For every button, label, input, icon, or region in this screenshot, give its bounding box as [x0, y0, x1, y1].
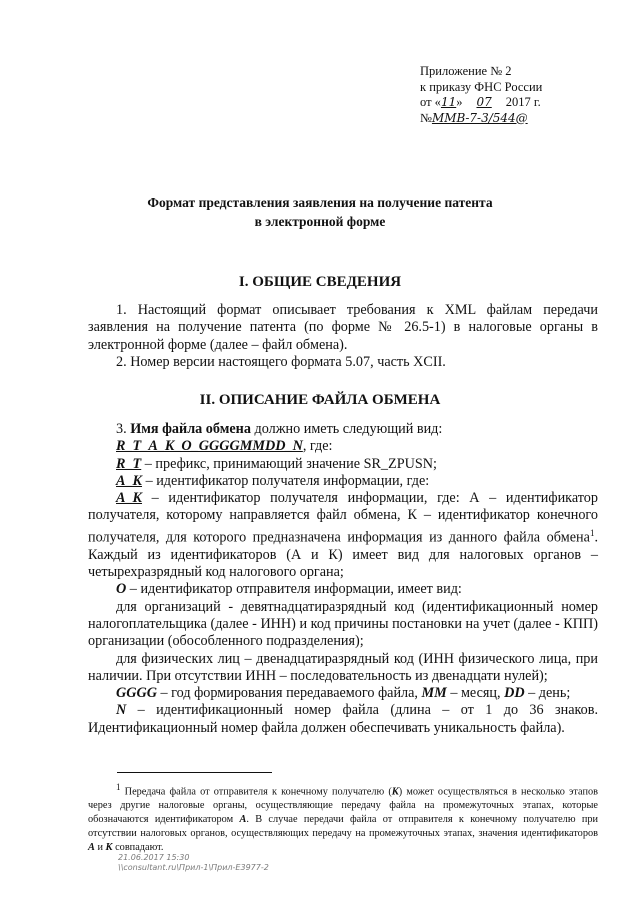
date-mid: »: [456, 95, 463, 109]
date-prefix: от «: [420, 95, 441, 109]
n-text: – идентификационный номер файла (длина – от 1 до 36 знаков. Идентификационный номер файла должен обеспечивать уникальность файла).: [88, 702, 598, 736]
footnote-mark: 1: [116, 782, 121, 792]
p3-bold: Имя файла обмена: [130, 421, 251, 437]
section2-body: [88, 421, 598, 737]
fn-e: совпадают.: [112, 842, 164, 854]
rt-text: – префикс, принимающий значение SR_ZPUSN;: [141, 455, 437, 472]
p3-rest: должно иметь следующий вид:: [250, 421, 443, 437]
fn-b: ) может осуществляться в несколько этапов через другие налоговые органы, осуществляющие передачу файла на промежуточных этапах, которые обозначаются идентификатором: [88, 786, 598, 826]
gggg-key: GGGG: [116, 685, 157, 702]
ak1-text: – идентификатор получателя информации, где:: [142, 472, 430, 489]
file-name-pattern: R_T_A_K_O_GGGGMMDD_N: [116, 438, 303, 455]
appendix-line2: к приказу ФНС России: [420, 79, 543, 94]
pattern-line: [88, 438, 598, 455]
person-line: для физических лиц – двенадцатиразрядный код (ИНН физического лица, при наличии. При отсутствии ИНН – последовательность из двенадцати нулей);: [88, 650, 598, 684]
o-key: O: [116, 581, 127, 598]
mm-key: MM: [421, 685, 447, 702]
footnote-text: [88, 780, 598, 855]
date-day: 11: [440, 95, 457, 109]
footnote: [88, 780, 598, 855]
p3-num: 3.: [116, 421, 131, 437]
pattern-rest: , где:: [302, 438, 333, 455]
date-parts-line: [88, 685, 598, 702]
section2-heading: II. ОПИСАНИЕ ФАЙЛА ОБМЕНА: [199, 392, 441, 408]
fn-a2: А: [88, 842, 95, 854]
fn-d: и: [94, 842, 106, 854]
fn-a: Передача файла от отправителя к конечному получателю (: [120, 786, 392, 798]
fn-k2: К: [105, 842, 113, 854]
appendix-block: [420, 64, 620, 126]
title-line2: в электронной форме: [254, 214, 386, 229]
number-prefix: №: [420, 110, 432, 125]
mm-text: – месяц,: [446, 685, 505, 702]
ak2-key: A_K: [116, 490, 143, 507]
footnote-divider: [117, 772, 272, 773]
n-key: N: [116, 702, 127, 719]
gggg-text: – год формирования передаваемого файла,: [156, 685, 422, 702]
section1-body: [88, 302, 598, 371]
section1-p2: 2. Номер версии настоящего формата 5.07, часть XCII.: [116, 353, 446, 370]
fn-c: . В случае передачи файла от отправителя к конечному получателю при отсутствии налоговых органов, осуществляющих передачу на промежуточных этапах, значения идентификаторов: [88, 814, 599, 840]
number-handwritten: ММВ-7-3/544@: [431, 110, 528, 125]
dd-key: DD: [504, 685, 525, 702]
n-line: [88, 702, 598, 737]
dd-text: – день;: [524, 685, 571, 702]
date-month: 07: [476, 95, 492, 109]
footnote-ref: 1: [589, 527, 595, 538]
fn-a1: А: [239, 814, 247, 826]
fn-k1: К: [391, 786, 399, 798]
date-year: 2017 г.: [505, 95, 541, 109]
org-line: для организаций - девятнадцатиразрядный код (идентификационный номер налогоплательщика (далее - ИНН) и код причины постановки на учет (далее - КПП) организации (обособленного подразделения);: [88, 598, 598, 650]
ak1-line: [88, 473, 598, 490]
document-title: [60, 193, 580, 231]
p3: [88, 421, 598, 438]
o-text: – идентификатор отправителя информации, имеет вид:: [126, 581, 462, 598]
appendix-number: [420, 111, 620, 127]
stamp-line2: \\consultant.ru\Прил-1\Прил-Е3977-2: [118, 863, 269, 872]
rt-line: [88, 456, 598, 473]
rt-key: R_T: [116, 455, 142, 472]
appendix-date: [420, 95, 620, 111]
ak2-text: – идентификатор получателя информации, где: А – идентификатор получателя, которому направляется файл обмена, К – идентификатор конечного получателя, для которого предназначена информация из данного файла обмена: [88, 490, 598, 546]
print-stamp: [118, 853, 269, 873]
ak1-key: A_K: [116, 472, 143, 489]
ak2-line: [88, 490, 598, 581]
section1-p1: 1. Настоящий формат описывает требования к XML файлам передачи заявления на получение патента (по форме № 26.5-1) в налоговые органы в электронной форме (далее – файл обмена).: [88, 302, 598, 353]
section1-heading: I. ОБЩИЕ СВЕДЕНИЯ: [238, 274, 402, 290]
title-line1: Формат представления заявления на получение патента: [147, 195, 493, 210]
stamp-line1: 21.06.2017 15:30: [118, 853, 190, 862]
appendix-line1: Приложение № 2: [420, 64, 512, 78]
ak2-tail: . Каждый из идентификаторов (А и К) имеет вид для налоговых органов – четырехразрядный код налогового органа;: [88, 529, 598, 581]
o-line: [88, 581, 598, 598]
